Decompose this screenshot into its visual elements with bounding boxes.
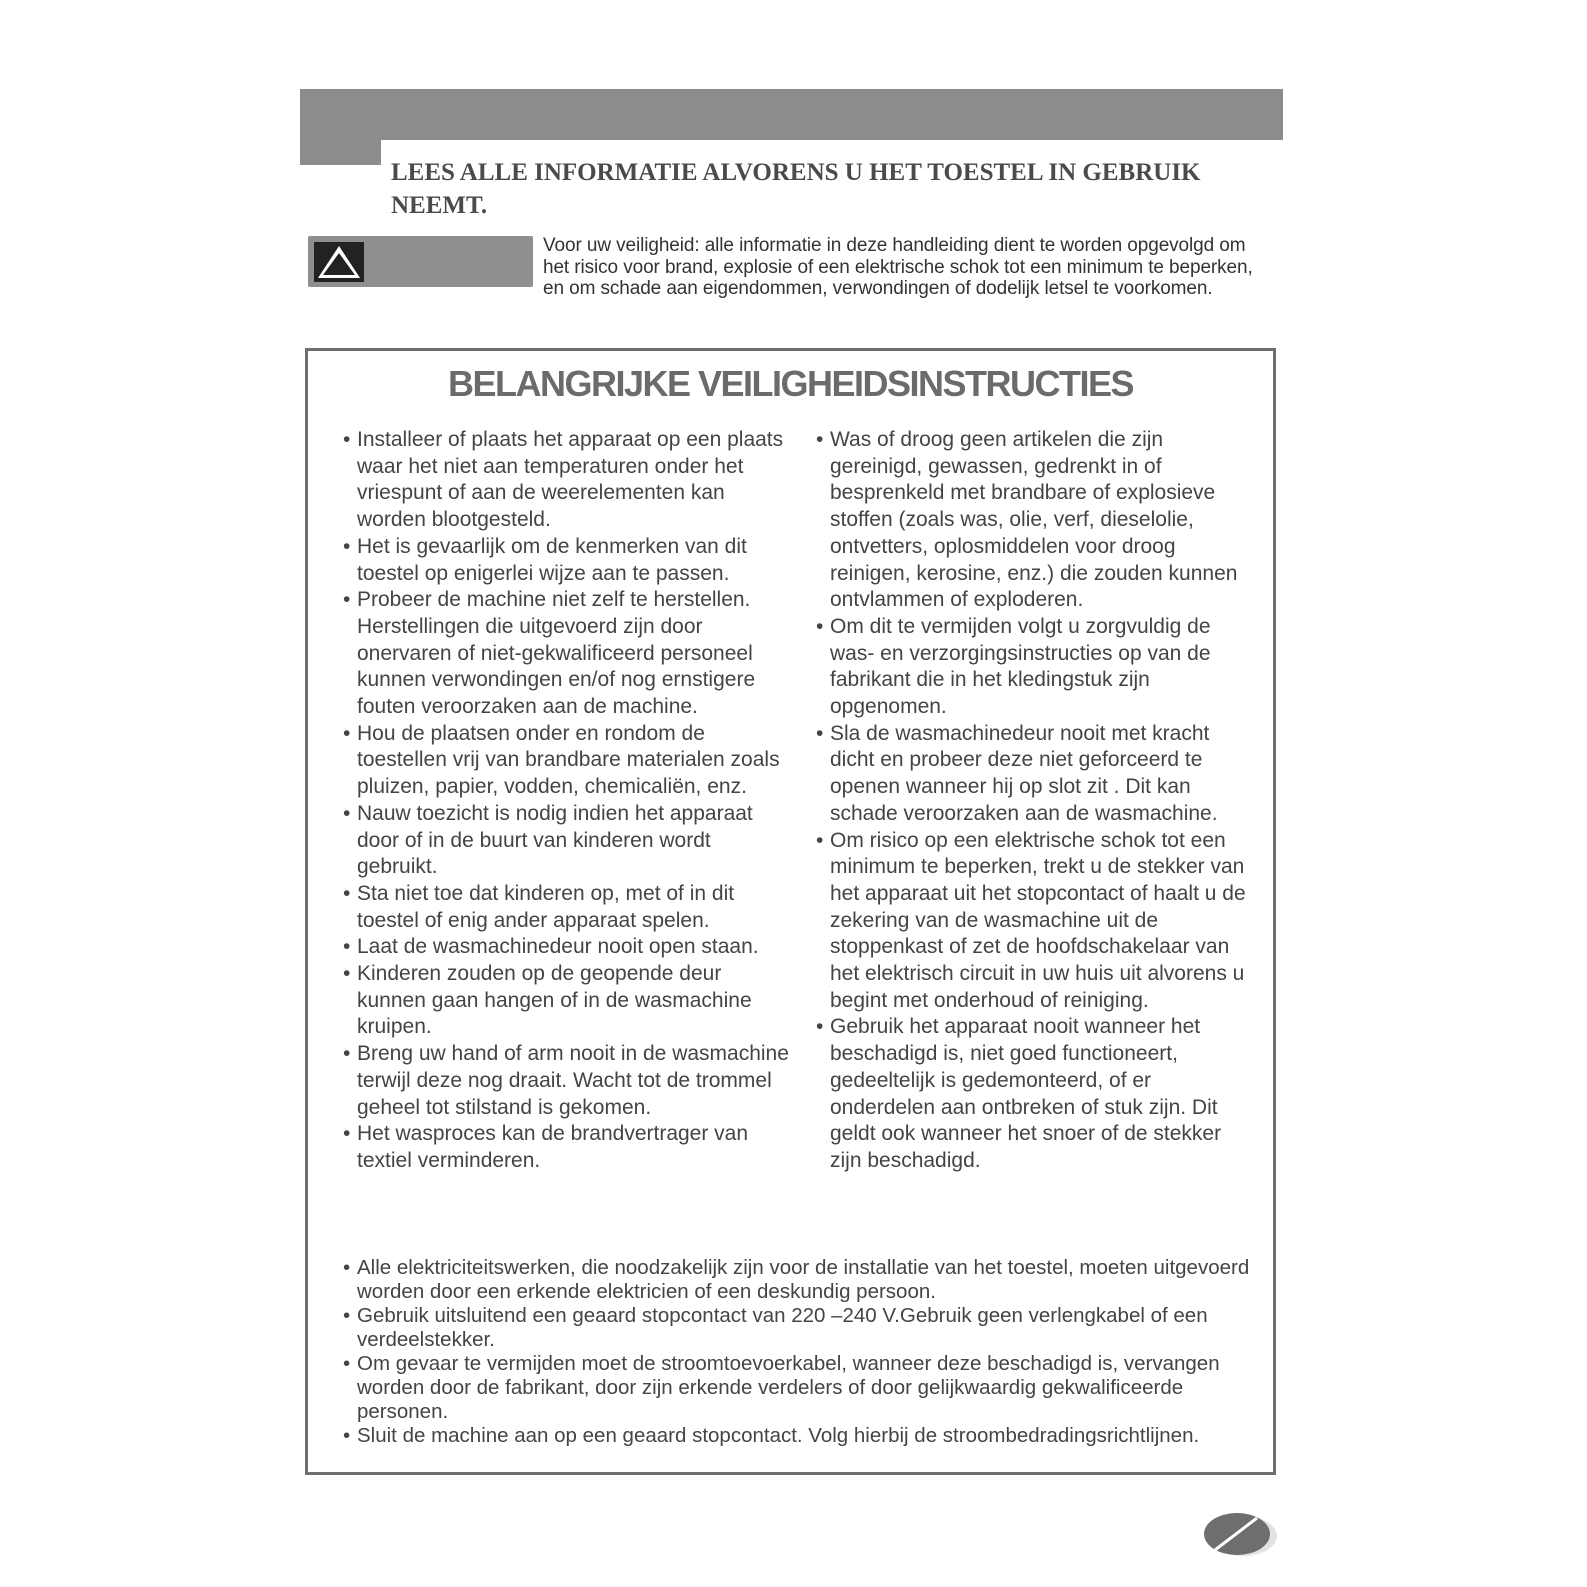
list-item: • Nauw toezicht is nodig indien het apparaat door of in de buurt van kinderen wordt gebruikt. xyxy=(343,801,793,881)
list-item: • Alle elektriciteitswerken, die noodzakelijk zijn voor de installatie van het toestel, moeten uitgevoerd worden door een erkende elektricien of een deskundig persoon. xyxy=(343,1256,1263,1304)
list-item: • Gebruik uitsluitend een geaard stopcontact van 220 –240 V.Gebruik geen verlengkabel of een verdeelstekker. xyxy=(343,1304,1263,1352)
list-item: • Breng uw hand of arm nooit in de wasmachine terwijl deze nog draait. Wacht tot de trommel geheel tot stilstand is gekomen. xyxy=(343,1041,793,1121)
warning-triangle-icon xyxy=(314,242,364,282)
list-item: • Om risico op een elektrische schok tot een minimum te beperken, trekt u de stekker van het apparaat uit het stopcontact of haalt u de zekering van de wasmachine uit de stoppenkast of zet de hoofdschakelaar van het elektrisch circuit in uw huis uit alvorens u begint met onderhoud of reiniging. xyxy=(816,828,1246,1015)
list-item: • Sla de wasmachinedeur nooit met kracht dicht en probeer deze niet geforceerd te openen wanneer hij op slot zit . Dit kan schade veroorzaken aan de wasmachine. xyxy=(816,721,1246,828)
list-item: • Hou de plaatsen onder en rondom de toestellen vrij van brandbare materialen zoals pluizen, papier, vodden, chemicaliën, enz. xyxy=(343,721,793,801)
list-item: • Kinderen zouden op de geopende deur kunnen gaan hangen of in de wasmachine kruipen. xyxy=(343,961,793,1041)
list-item: • Sluit de machine aan op een geaard stopcontact. Volg hierbij de stroombedradingsrichtlijnen. xyxy=(343,1424,1263,1448)
warning-banner xyxy=(308,236,533,287)
list-item: • Gebruik het apparaat nooit wanneer het beschadigd is, niet goed functioneert, gedeeltelijk is gedemonteerd, of er onderdelen aan ontbreken of stuk zijn. Dit geldt ook wanneer het snoer of de stekker zijn beschadigd. xyxy=(816,1014,1246,1174)
header-tab xyxy=(300,140,381,165)
list-item: • Sta niet toe dat kinderen op, met of in dit toestel of enig ander apparaat spelen. xyxy=(343,881,793,934)
list-item: • Laat de wasmachinedeur nooit open staan. xyxy=(343,934,793,961)
page-badge xyxy=(1195,1508,1285,1563)
safety-warning-text: Voor uw veiligheid: alle informatie in deze handleiding dient te worden opgevolgd om het risico voor brand, explosie of een elektrische schok tot een minimum te beperken, en om schade aan eigendommen, verwondingen of dodelijk letsel te voorkomen. xyxy=(543,235,1253,299)
list-item: • Om dit te vermijden volgt u zorgvuldig de was- en verzorgingsinstructies op van de fabrikant die in het kledingstuk zijn opgenomen. xyxy=(816,614,1246,721)
instructions-right-column xyxy=(816,427,1246,1175)
list-item: • Probeer de machine niet zelf te herstellen. Herstellingen die uitgevoerd zijn door onervaren of niet-gekwalificeerd personeel kunnen verwondingen en/of nog ernstigere fouten veroorzaken aan de machine. xyxy=(343,587,793,721)
instructions-title: BELANGRIJKE VEILIGHEIDSINSTRUCTIES xyxy=(447,363,1134,404)
list-item: • Om gevaar te vermijden moet de stroomtoevoerkabel, wanneer deze beschadigd is, vervangen worden door de fabrikant, door zijn erkende verdelers of door gelijkwaardig gekwalificeerde personen. xyxy=(343,1352,1263,1424)
list-item: • Installeer of plaats het apparaat op een plaats waar het niet aan temperaturen onder het vriespunt of aan de weerelementen kan worden blootgesteld. xyxy=(343,427,793,534)
list-item: • Het is gevaarlijk om de kenmerken van dit toestel op enigerlei wijze aan te passen. xyxy=(343,534,793,587)
instructions-bottom-list xyxy=(343,1256,1263,1448)
safety-instructions-box xyxy=(305,348,1276,1475)
list-item: • Het wasproces kan de brandvertrager van textiel verminderen. xyxy=(343,1121,793,1174)
list-item: • Was of droog geen artikelen die zijn gereinigd, gewassen, gedrenkt in of besprenkeld met brandbare of explosieve stoffen (zoals was, olie, verf, dieselolie, ontvetters, oplosmiddelen voor droog reinigen, kerosine, enz.) die zouden kunnen ontvlammen of exploderen. xyxy=(816,427,1246,614)
header-bar xyxy=(300,89,1283,140)
intro-heading: LEES ALLE INFORMATIE ALVORENS U HET TOESTEL IN GEBRUIK NEEMT. xyxy=(391,159,1201,219)
instructions-left-column xyxy=(343,427,793,1175)
